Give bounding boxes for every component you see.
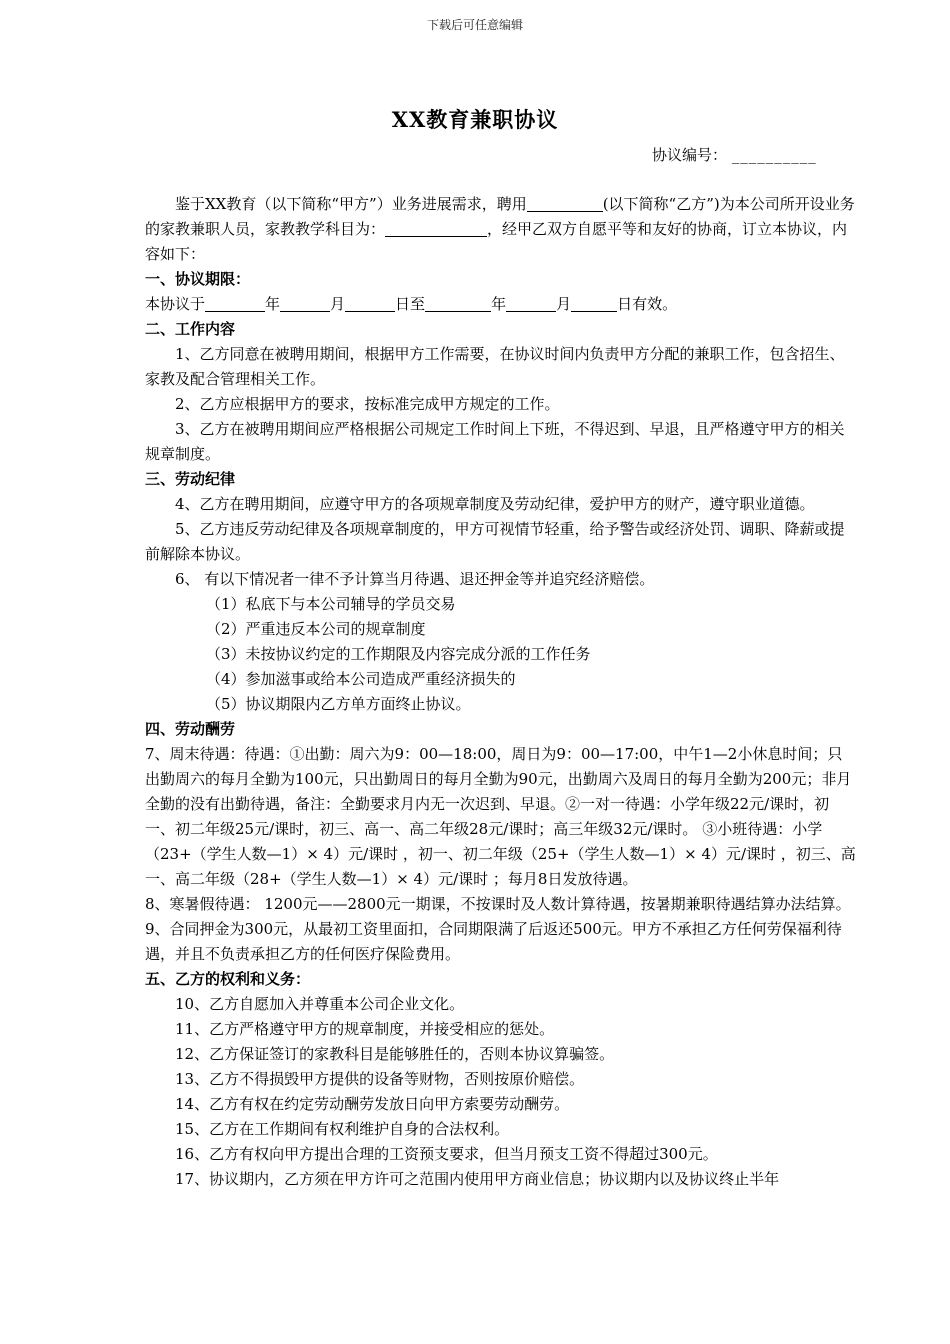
document-title: XX教育兼职协议 bbox=[391, 107, 559, 132]
end-day-blank bbox=[571, 293, 617, 312]
intro-part1: 鉴于XX教育（以下简称“甲方”）业务进展需求，聘用 bbox=[175, 195, 527, 213]
clause-item: 16、乙方有权向甲方提出合理的工资预支要求，但当月预支工资不得超过300元。 bbox=[175, 1145, 718, 1163]
section-heading-rights: 五、乙方的权利和义务： bbox=[145, 970, 311, 988]
clause-item: 15、乙方在工作期间有权利维护自身的合法权利。 bbox=[175, 1120, 510, 1138]
section-heading-compensation: 四、劳动酬劳 bbox=[145, 720, 236, 738]
clause-item: 7、周末待遇：待遇：①出勤：周六为9：00—18:00，周日为9：00—17:00，中午1—2小休息时间；只出勤周六的每月全勤为100元，只出勤周日的每月全勤为90元，出勤周六及周日的每月全勤为200元；非月全勤的没有出勤待遇，备注：全勤要求月内无一次迟到、早退。②一对一待遇：小学年级22元/课时，初一、初二年级25元/课时，初三、高一、高二年级28元/课时；高三年级32元/课时。 ③小班待遇：小学（23+（学生人数—1）× 4）元/课时 ，初一、初二年级（25+（学生人数—1）× 4）元/课时 ，初三、高一、高二年级（28+（学生人数—1）× 4）元/课时 ；每月8日发放待遇。 bbox=[145, 745, 856, 888]
clause-item: 4、乙方在聘用期间，应遵守甲方的各项规章制度及劳动纪律，爱护甲方的财产，遵守职业道德。 bbox=[175, 495, 815, 513]
end-year-blank bbox=[425, 293, 491, 312]
end-month-blank bbox=[506, 293, 556, 312]
intro-part3: ，经甲乙双方自愿平等和友好的协商，订立本协议，内容如下： bbox=[145, 220, 848, 263]
intro-part2: (以下简称“乙方”)为本公司所开设业务的家教兼职人员，家教教学科目为： bbox=[145, 195, 855, 238]
clause-item: 9、合同押金为300元，从最初工资里面扣，合同期限满了后返还500元。甲方不承担乙方任何劳保福利待遇，并且不负责承担乙方的任何医疗保险费用。 bbox=[145, 920, 842, 963]
clause-item: 5、乙方违反劳动纪律及各项规章制度的，甲方可视情节轻重，给予警告或经济处罚、调职、降薪或提前解除本协议。 bbox=[145, 520, 845, 563]
section-heading-discipline: 三、劳动纪律 bbox=[145, 470, 236, 488]
clause-item: 11、乙方严格遵守甲方的规章制度，并接受相应的惩处。 bbox=[175, 1020, 555, 1038]
agreement-number bbox=[652, 144, 817, 165]
clause-item: 3、乙方在被聘用期间应严格根据公司规定工作时间上下班，不得迟到、早退，且严格遵守甲方的相关规章制度。 bbox=[145, 420, 845, 463]
employee-name-blank bbox=[527, 193, 603, 212]
term-text: 月 bbox=[330, 295, 346, 313]
term-line bbox=[145, 292, 857, 317]
clause-item: 12、乙方保证签订的家教科目是能够胜任的，否则本协议算骗签。 bbox=[175, 1045, 615, 1063]
sub-clause-item: （3）未按协议约定的工作期限及内容完成分派的工作任务 bbox=[206, 645, 591, 663]
section-heading-work: 二、工作内容 bbox=[145, 320, 236, 338]
term-text: 年 bbox=[265, 295, 281, 313]
subject-blank bbox=[385, 218, 487, 237]
agreement-number-value: __________ bbox=[731, 146, 817, 164]
section-heading-term: 一、协议期限： bbox=[145, 270, 251, 288]
clause-item: 8、寒暑假待遇： 1200元——2800元一期课，不按课时及人数计算待遇，按暑期兼职待遇结算办法结算。 bbox=[145, 895, 851, 913]
document-body bbox=[145, 192, 857, 1192]
start-year-blank bbox=[205, 293, 265, 312]
clause-item: 13、乙方不得损毁甲方提供的设备等财物，否则按原价赔偿。 bbox=[175, 1070, 585, 1088]
sub-clause-item: （2）严重违反本公司的规章制度 bbox=[206, 620, 426, 638]
term-text: 日有效。 bbox=[617, 295, 678, 313]
clause-item: 2、乙方应根据甲方的要求，按标准完成甲方规定的工作。 bbox=[175, 395, 560, 413]
term-text: 日至 bbox=[395, 295, 426, 313]
header-note: 下载后可任意编辑 bbox=[426, 18, 523, 32]
clause-item: 14、乙方有权在约定劳动酬劳发放日向甲方索要劳动酬劳。 bbox=[175, 1095, 570, 1113]
term-text: 月 bbox=[556, 295, 572, 313]
clause-item: 17、协议期内，乙方须在甲方许可之范围内使用甲方商业信息；协议期内以及协议终止半年 bbox=[175, 1170, 780, 1188]
sub-clause-item: （4）参加滋事或给本公司造成严重经济损失的 bbox=[206, 670, 516, 688]
clause-item: 1、乙方同意在被聘用期间，根据甲方工作需要，在协议时间内负责甲方分配的兼职工作，包含招生、家教及配合管理相关工作。 bbox=[145, 345, 845, 388]
intro-paragraph bbox=[145, 192, 857, 267]
start-day-blank bbox=[345, 293, 395, 312]
term-text: 年 bbox=[491, 295, 507, 313]
sub-clause-item: （5）协议期限内乙方单方面终止协议。 bbox=[206, 695, 471, 713]
clause-item: 6、 有以下情况者一律不予计算当月待遇、退还押金等并追究经济赔偿。 bbox=[175, 570, 655, 588]
start-month-blank bbox=[280, 293, 330, 312]
clause-item: 10、乙方自愿加入并尊重本公司企业文化。 bbox=[175, 995, 465, 1013]
term-text: 本协议于 bbox=[145, 295, 206, 313]
agreement-number-label: 协议编号： bbox=[652, 146, 728, 164]
sub-clause-item: （1）私底下与本公司辅导的学员交易 bbox=[206, 595, 456, 613]
